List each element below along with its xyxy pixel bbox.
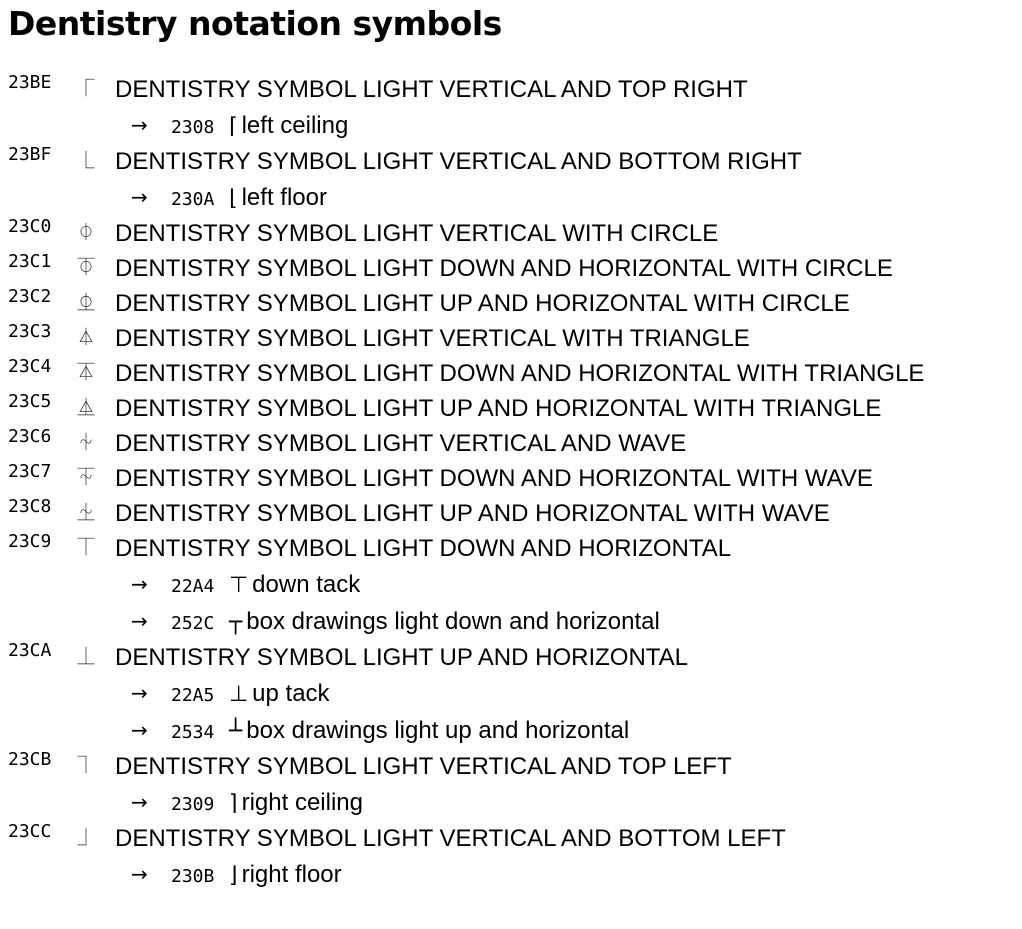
symbol-entry xyxy=(8,286,1014,321)
right-arrow-icon: → xyxy=(131,113,148,137)
xref-code-point: 230B xyxy=(171,866,215,887)
symbol-glyph: ⏇ xyxy=(77,468,95,488)
right-arrow-icon: → xyxy=(131,185,148,209)
cross-reference xyxy=(8,566,1014,603)
symbol-name: DENTISTRY SYMBOL LIGHT VERTICAL WITH CIRCLE xyxy=(115,220,719,247)
symbol-glyph: ⏅ xyxy=(77,398,95,418)
page-title: Dentistry notation symbols xyxy=(8,4,502,43)
code-point: 23CC xyxy=(8,821,52,842)
symbol-entry-main xyxy=(8,72,1014,107)
cross-reference xyxy=(8,784,1014,821)
symbol-entry xyxy=(8,496,1014,531)
xref-description xyxy=(229,856,342,894)
symbol-name: DENTISTRY SYMBOL LIGHT VERTICAL AND BOTTOM LEFT xyxy=(115,825,786,852)
cross-reference xyxy=(8,712,1014,749)
code-point: 23CB xyxy=(8,749,52,770)
cross-reference xyxy=(8,856,1014,893)
right-arrow-icon: → xyxy=(131,572,148,596)
symbol-name: DENTISTRY SYMBOL LIGHT UP AND HORIZONTAL WITH CIRCLE xyxy=(115,290,850,317)
xref-code-point: 2534 xyxy=(171,722,215,743)
right-arrow-icon: → xyxy=(131,862,148,886)
code-point: 23C8 xyxy=(8,496,52,517)
xref-name: box drawings light up and horizontal xyxy=(246,717,630,744)
xref-description xyxy=(229,675,330,713)
symbol-entry-main xyxy=(8,461,1014,496)
symbol-entry xyxy=(8,144,1014,216)
symbol-entry xyxy=(8,391,1014,426)
xref-name: down tack xyxy=(252,571,361,598)
symbol-entry-main xyxy=(8,749,1014,784)
symbol-entry xyxy=(8,72,1014,144)
xref-description xyxy=(229,784,363,822)
code-point: 23CA xyxy=(8,640,52,661)
symbol-entry-main xyxy=(8,321,1014,356)
symbol-name: DENTISTRY SYMBOL LIGHT DOWN AND HORIZONTAL WITH CIRCLE xyxy=(115,255,893,282)
symbol-glyph: ⏋ xyxy=(77,756,95,776)
right-arrow-icon: → xyxy=(131,681,148,705)
symbol-glyph: ⏉ xyxy=(77,538,95,558)
symbol-name: DENTISTRY SYMBOL LIGHT DOWN AND HORIZONTAL WITH WAVE xyxy=(115,465,873,492)
code-point: 23C4 xyxy=(8,356,52,377)
symbol-entry-main xyxy=(8,356,1014,391)
xref-glyph: ⌊ xyxy=(229,186,238,211)
xref-glyph: ⊤ xyxy=(229,573,249,598)
xref-description xyxy=(229,179,327,217)
xref-code-point: 2309 xyxy=(171,794,215,815)
symbol-entry xyxy=(8,461,1014,496)
xref-glyph: ⌉ xyxy=(229,791,238,816)
xref-description xyxy=(229,603,660,641)
symbol-entry-main xyxy=(8,426,1014,461)
symbol-glyph: ⏌ xyxy=(77,828,95,848)
symbol-entry-main xyxy=(8,286,1014,321)
symbol-entry xyxy=(8,321,1014,356)
symbol-name: DENTISTRY SYMBOL LIGHT VERTICAL AND TOP LEFT xyxy=(115,753,732,780)
symbol-entry-main xyxy=(8,531,1014,566)
symbol-entry-main xyxy=(8,251,1014,286)
code-point: 23C2 xyxy=(8,286,52,307)
symbol-name: DENTISTRY SYMBOL LIGHT DOWN AND HORIZONTAL xyxy=(115,535,732,562)
xref-glyph: ┴ xyxy=(229,719,243,744)
cross-reference xyxy=(8,603,1014,640)
code-point: 23C7 xyxy=(8,461,52,482)
symbol-glyph: ⏃ xyxy=(77,328,95,348)
symbol-glyph: ⏀ xyxy=(77,223,95,243)
xref-code-point: 230A xyxy=(171,189,215,210)
code-point: 23C1 xyxy=(8,251,52,272)
code-point: 23BF xyxy=(8,144,52,165)
page xyxy=(8,0,1014,893)
symbol-glyph: ⏊ xyxy=(77,647,95,667)
symbol-entry-main xyxy=(8,144,1014,179)
code-point: 23C6 xyxy=(8,426,52,447)
symbol-entry xyxy=(8,356,1014,391)
code-point: 23C0 xyxy=(8,216,52,237)
xref-description xyxy=(229,566,360,604)
symbol-list xyxy=(8,72,1014,893)
xref-description xyxy=(229,712,629,750)
cross-reference xyxy=(8,107,1014,144)
symbol-glyph: ⏄ xyxy=(77,363,95,383)
code-point: 23C3 xyxy=(8,321,52,342)
symbol-glyph: ⎿ xyxy=(77,151,95,171)
symbol-name: DENTISTRY SYMBOL LIGHT DOWN AND HORIZONTAL WITH TRIANGLE xyxy=(115,360,925,387)
xref-code-point: 22A4 xyxy=(171,576,215,597)
code-point: 23C9 xyxy=(8,531,52,552)
symbol-name: DENTISTRY SYMBOL LIGHT UP AND HORIZONTAL xyxy=(115,644,689,671)
code-point: 23C5 xyxy=(8,391,52,412)
xref-description xyxy=(229,107,348,145)
right-arrow-icon: → xyxy=(131,609,148,633)
symbol-entry-main xyxy=(8,496,1014,531)
xref-code-point: 252C xyxy=(171,613,215,634)
symbol-glyph: ⏁ xyxy=(77,258,95,278)
xref-name: right floor xyxy=(241,861,342,888)
xref-name: left ceiling xyxy=(241,112,349,139)
symbol-entry xyxy=(8,640,1014,749)
symbol-name: DENTISTRY SYMBOL LIGHT VERTICAL AND WAVE xyxy=(115,430,687,457)
symbol-name: DENTISTRY SYMBOL LIGHT UP AND HORIZONTAL WITH WAVE xyxy=(115,500,830,527)
xref-glyph: ⊥ xyxy=(229,682,249,707)
symbol-name: DENTISTRY SYMBOL LIGHT VERTICAL AND BOTTOM RIGHT xyxy=(115,148,802,175)
xref-code-point: 22A5 xyxy=(171,685,215,706)
xref-name: right ceiling xyxy=(241,789,363,816)
cross-reference xyxy=(8,179,1014,216)
xref-glyph: ⌈ xyxy=(229,114,238,139)
right-arrow-icon: → xyxy=(131,790,148,814)
symbol-name: DENTISTRY SYMBOL LIGHT UP AND HORIZONTAL WITH TRIANGLE xyxy=(115,395,882,422)
symbol-entry-main xyxy=(8,640,1014,675)
symbol-entry xyxy=(8,749,1014,821)
xref-glyph: ┬ xyxy=(229,610,243,635)
symbol-entry xyxy=(8,426,1014,461)
xref-code-point: 2308 xyxy=(171,117,215,138)
symbol-glyph: ⏆ xyxy=(77,433,95,453)
symbol-glyph: ⏂ xyxy=(77,293,95,313)
xref-name: up tack xyxy=(252,680,330,707)
symbol-entry xyxy=(8,531,1014,640)
symbol-entry xyxy=(8,251,1014,286)
xref-name: box drawings light down and horizontal xyxy=(246,608,660,635)
symbol-name: DENTISTRY SYMBOL LIGHT VERTICAL AND TOP RIGHT xyxy=(115,76,748,103)
symbol-glyph: ⎾ xyxy=(77,79,95,99)
symbol-entry xyxy=(8,216,1014,251)
cross-reference xyxy=(8,675,1014,712)
symbol-entry xyxy=(8,821,1014,893)
symbol-entry-main xyxy=(8,216,1014,251)
right-arrow-icon: → xyxy=(131,718,148,742)
code-point: 23BE xyxy=(8,72,52,93)
symbol-entry-main xyxy=(8,391,1014,426)
xref-name: left floor xyxy=(241,184,327,211)
symbol-glyph: ⏈ xyxy=(77,503,95,523)
symbol-entry-main xyxy=(8,821,1014,856)
xref-glyph: ⌋ xyxy=(229,863,238,888)
symbol-name: DENTISTRY SYMBOL LIGHT VERTICAL WITH TRIANGLE xyxy=(115,325,750,352)
